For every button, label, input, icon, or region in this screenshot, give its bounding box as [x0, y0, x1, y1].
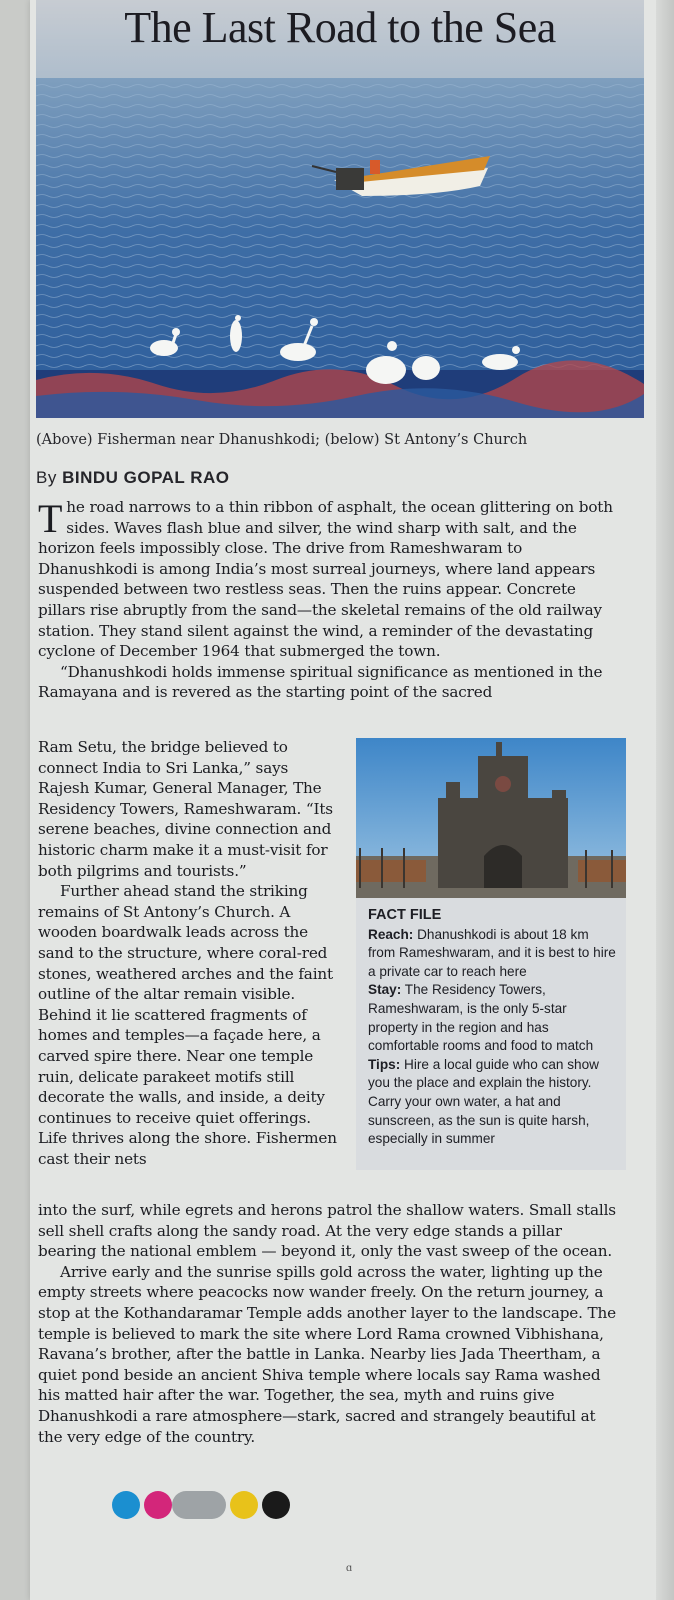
fact-reach-text: Dhanushkodi is about 18 km from Rameshwaram, and it is best to hire a private car to reach here: [368, 926, 616, 979]
fact-stay-text: The Residency Towers, Rameshwaram, is the only 5-star property in the region and has comfortable rooms and food to match: [368, 982, 594, 1054]
paragraph-3-continued: into the surf, while egrets and herons patrol the shallow waters. Small stalls sell shell crafts along the sandy road. At the very edge stands a pillar bearing the national emblem — beyond it, only the vast sweep of the ocean.: [38, 1201, 616, 1261]
fact-tips-label: Tips:: [368, 1056, 401, 1072]
fact-tips-text: Hire a local guide who can show you the place and explain the history. Carry your own water, a hat and sunscreen, as the sun is quite harsh, especially in summer: [368, 1056, 599, 1147]
photo-caption: (Above) Fisherman near Dhanushkodi; (below) St Antony’s Church: [36, 432, 528, 448]
fact-stay-label: Stay:: [368, 982, 402, 998]
black-dot: [262, 1491, 290, 1519]
paragraph-4: Arrive early and the sunrise spills gold across the water, lighting up the empty streets where peacocks now wander freely. On the return journey, a stop at the Kothandaramar Temple adds another layer to the landscape. The temple is believed to mark the site where Lord Rama crowned Vibhishana, Ravana’s brother, after the battle in Lanka. Nearby lies Jada Theertham, a quiet pond beside an ancient Shiva temple where locals say Rama washed his matted hair after the war. Together, the sea, myth and ruins give Dhanushkodi a rare atmosphere—stark, sacred and strangely beautiful at the very edge of the country.: [38, 1262, 616, 1446]
yellow-dot: [230, 1491, 258, 1519]
byline-prefix: By: [36, 468, 63, 487]
cyan-dot: [112, 1491, 140, 1519]
paragraph-2-start: “Dhanushkodi holds immense spiritual significance as mentioned in the Ramayana and is revered as the starting point of the sacred: [38, 662, 603, 702]
paragraph-1: [38, 497, 620, 662]
fact-reach-label: Reach:: [368, 926, 414, 942]
headline: The Last Road to the Sea: [124, 3, 556, 52]
fact-file-box: [356, 898, 626, 1170]
page-edge: [656, 0, 674, 1600]
fact-stay: [368, 981, 616, 1055]
body-text-left-column: [38, 737, 338, 1169]
paragraph-3-start: Further ahead stand the striking remains of St Antony’s Church. A wooden boardwalk leads across the sand to the structure, where coral-red stones, weathered arches and the faint outline of the altar remain visible. Behind it lie scattered fragments of homes and temples—a façade here, a carved spire there. Near one temple ruin, delicate parakeet motifs still decorate the walls, and inside, a deity continues to receive quiet offerings. Life thrives along the shore. Fishermen cast their nets: [38, 882, 337, 1168]
author-name: BINDU GOPAL RAO: [62, 468, 230, 487]
sea-photo: [36, 0, 644, 418]
body-text-top: [38, 497, 620, 703]
margin-mark: ɑ: [346, 1560, 353, 1574]
paragraph-1-text: he road narrows to a thin ribbon of asphalt, the ocean glittering on both sides. Waves flash blue and silver, the wind sharp with salt, and the horizon feels impossibly close. The drive from Rameshwaram to Dhanushkodi is among India’s most surreal journeys, where land appears suspended between two restless seas. Then the ruins appear. Concrete pillars rise abruptly from the sand—the skeletal remains of the old railway station. They stand silent against the wind, a reminder of the devastating cyclone of December 1964 that submerged the town.: [38, 498, 613, 661]
fact-reach: [368, 926, 616, 982]
fact-tips: [368, 1056, 616, 1149]
grey-mark: [172, 1491, 226, 1519]
drop-cap: T: [38, 496, 63, 541]
st-antonys-church-image: [356, 738, 626, 898]
paragraph-2-continued: Ram Setu, the bridge believed to connect India to Sri Lanka,” says Rajesh Kumar, General Manager, The Residency Towers, Rameshwaram. “Its serene beaches, divine connection and historic charm make it a must-visit for both pilgrims and tourists.”: [38, 738, 333, 880]
magenta-dot: [144, 1491, 172, 1519]
body-text-bottom: [38, 1200, 620, 1447]
fact-file-title: FACT FILE: [368, 907, 442, 923]
hero-photo: [36, 0, 644, 418]
church-photo: [356, 738, 626, 898]
byline: [36, 468, 636, 488]
